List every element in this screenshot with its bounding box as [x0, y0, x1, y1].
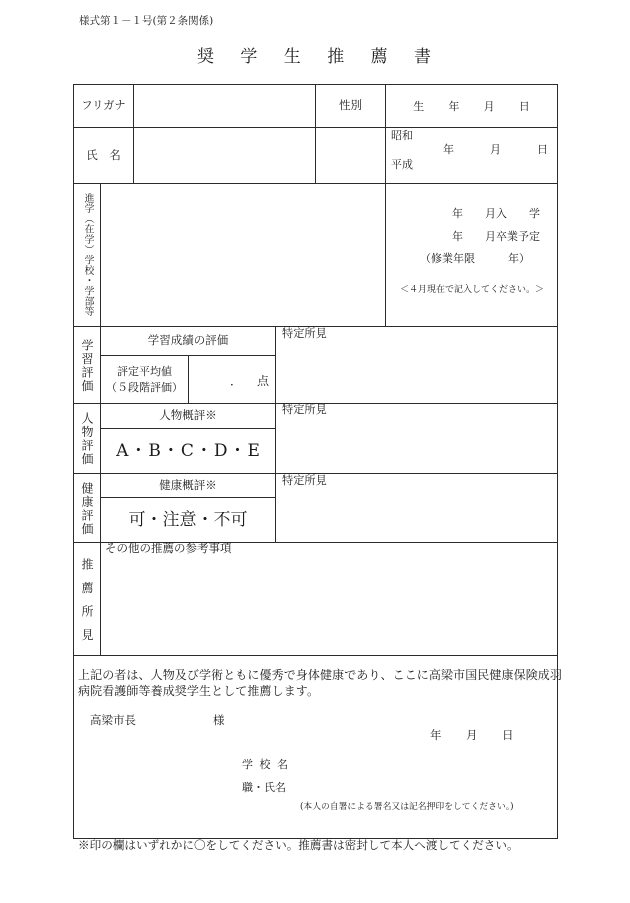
- health-grade-cell: [100, 497, 276, 543]
- furigana-field: [133, 84, 316, 128]
- gpa-label-line2: （５段階評価）: [106, 380, 183, 394]
- gender-label-cell: [315, 84, 386, 128]
- signature-note: (本人の自署による署名又は記名押印をしてください。): [300, 802, 514, 812]
- study-label-cell: [73, 326, 101, 404]
- statement-date-day: 日: [502, 728, 514, 742]
- duration-line: （修業年限 年）: [420, 252, 530, 265]
- school-field: [100, 183, 386, 327]
- recommendation-field: [100, 542, 558, 656]
- gpa-unit: 点: [257, 374, 270, 388]
- character-remarks-label: 特定所見: [282, 403, 327, 416]
- birth-year-unit: 年: [443, 143, 454, 156]
- character-header: 人物概評※: [159, 408, 217, 423]
- document-title: 奨学生推薦書: [197, 47, 458, 67]
- era-showa: 昭和: [391, 129, 413, 142]
- name-field: [133, 127, 316, 184]
- furigana-label: フリガナ: [81, 99, 126, 113]
- health-label-cell: [73, 473, 101, 543]
- character-label-cell: [73, 403, 101, 474]
- character-header-cell: [100, 403, 276, 429]
- gpa-label-line1: 評定平均値: [117, 364, 172, 378]
- birth-month-unit: 月: [490, 143, 501, 156]
- character-label: 人物評価: [80, 412, 94, 467]
- birthdate-label-cell: [385, 84, 558, 128]
- statement-line2: 病院看護師等養成奨学生として推薦します。: [78, 684, 320, 698]
- addressee-honorific: 様: [213, 713, 225, 727]
- gender-field: [315, 127, 386, 184]
- school-name-label: 学校名: [242, 758, 295, 771]
- gpa-decimal-point: ．: [230, 374, 243, 388]
- name-label: 氏 名: [86, 147, 121, 162]
- form-number: 様式第１－１号(第２条関係): [79, 15, 214, 27]
- school-label-cell: [73, 183, 101, 327]
- study-label: 学習評価: [80, 338, 94, 393]
- birth-day-unit: 日: [537, 143, 548, 156]
- recommendation-label: 推薦所見: [80, 557, 94, 652]
- health-grade-options: 可・注意・不可: [128, 509, 248, 530]
- footer-note: ※印の欄はいずれかに〇をしてください。推薦書は密封して本人へ渡してください。: [78, 838, 519, 852]
- gpa-label-cell: [100, 355, 189, 404]
- study-remarks-label: 特定所見: [282, 327, 327, 340]
- statement-line1: 上記の者は、人物及び学術ともに優秀で身体健康であり、ここに高梁市国民健康保険成羽: [78, 668, 563, 682]
- recommendation-other-label: その他の推薦の参考事項: [105, 541, 232, 555]
- school-note: ＜４月現在で記入してください。＞: [400, 285, 545, 295]
- recommendation-label-cell: [73, 542, 101, 656]
- title-name-label: 職・氏名: [242, 781, 286, 794]
- addressee: 高梁市長: [90, 713, 136, 727]
- health-header-cell: [100, 473, 276, 498]
- furigana-label-cell: [73, 84, 134, 128]
- health-header: 健康概評※: [159, 477, 217, 492]
- birthdate-label: 生 年 月 日: [413, 99, 537, 113]
- study-header: 学習成績の評価: [147, 333, 229, 348]
- statement-date-year: 年: [430, 728, 442, 742]
- character-grade-cell: [100, 428, 276, 474]
- character-grade-options: A・B・C・D・E: [116, 440, 262, 461]
- statement-date-month: 月: [466, 728, 478, 742]
- health-label: 健康評価: [80, 481, 94, 536]
- study-header-cell: [100, 326, 276, 356]
- enroll-line: 年 月入 学: [452, 207, 540, 220]
- health-remarks-label: 特定所見: [282, 474, 327, 487]
- era-heisei: 平成: [391, 158, 413, 171]
- graduate-line: 年 月卒業予定: [452, 230, 540, 243]
- name-label-cell: [73, 127, 134, 184]
- school-label: 進学（在学）学校・学部等: [82, 193, 93, 317]
- gender-label: 性別: [339, 98, 362, 113]
